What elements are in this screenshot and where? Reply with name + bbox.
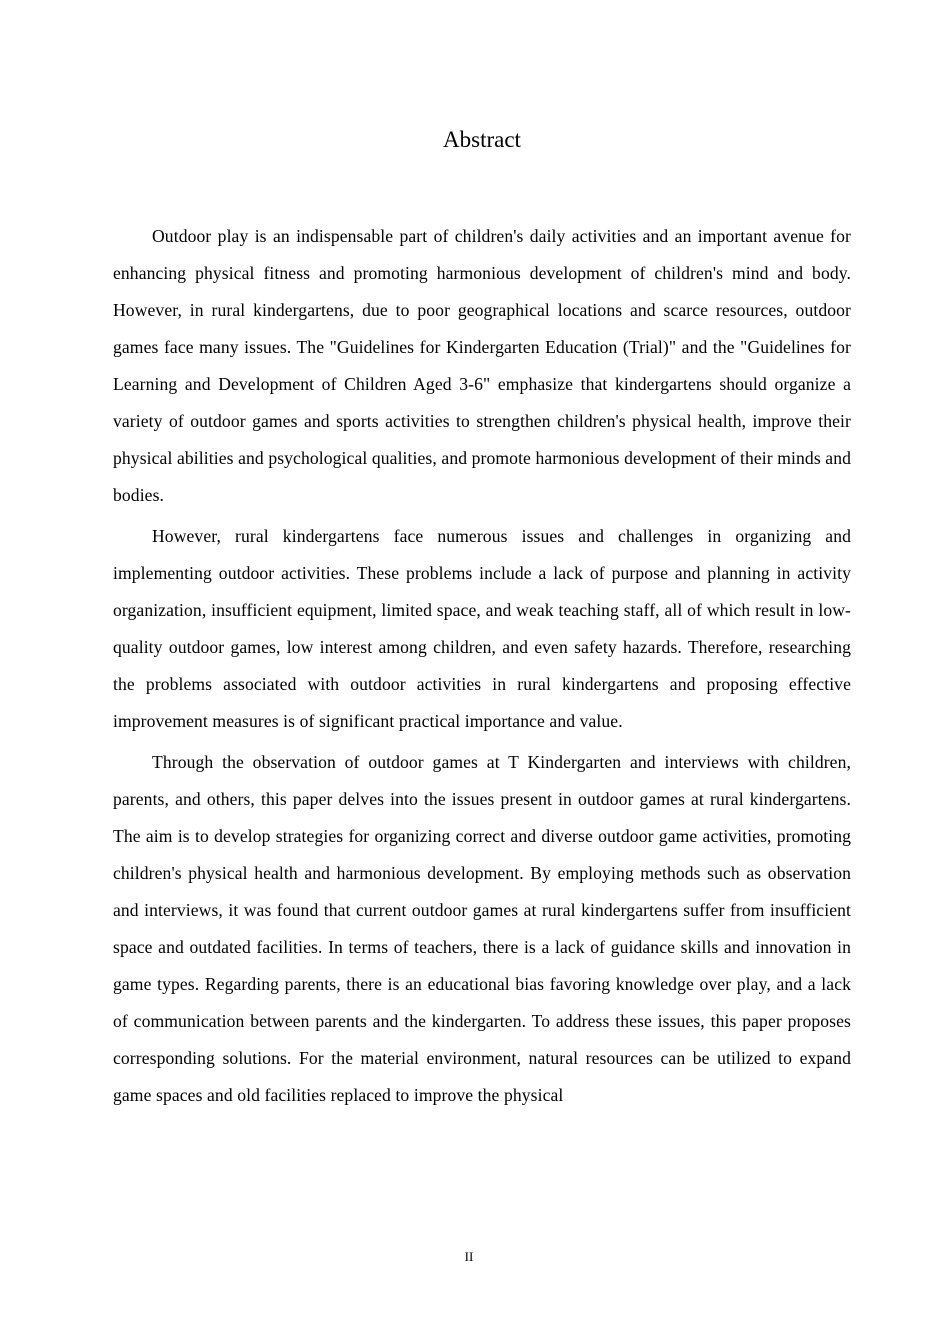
abstract-body — [113, 218, 851, 1118]
page-title: Abstract — [443, 127, 521, 152]
abstract-paragraph-2: However, rural kindergartens face numerous issues and challenges in organizing and implementing outdoor activities. These problems include a lack of purpose and planning in activity organization, insufficient equipment, limited space, and weak teaching staff, all of which result in low-quality outdoor games, low interest among children, and even safety hazards. Therefore, researching the problems associated with outdoor activities in rural kindergartens and proposing effective improvement measures is of significant practical importance and value. — [113, 526, 851, 731]
abstract-paragraph-3: Through the observation of outdoor games at T Kindergarten and interviews with children, parents, and others, this paper delves into the issues present in outdoor games at rural kindergartens. The aim is to develop strategies for organizing correct and diverse outdoor game activities, promoting children's physical health and harmonious development. By employing methods such as observation and interviews, it was found that current outdoor games at rural kindergartens suffer from insufficient space and outdated facilities. In terms of teachers, there is a lack of guidance skills and innovation in game types. Regarding parents, there is an educational bias favoring knowledge over play, and a lack of communication between parents and the kindergarten. To address these issues, this paper proposes corresponding solutions. For the material environment, natural resources can be utilized to expand game spaces and old facilities replaced to improve the physical — [113, 752, 851, 1105]
page-number: II — [464, 1249, 474, 1264]
abstract-paragraph-1: Outdoor play is an indispensable part of children's daily activities and an important avenue for enhancing physical fitness and promoting harmonious development of children's mind and body. However, in rural kindergartens, due to poor geographical locations and scarce resources, outdoor games face many issues. The "Guidelines for Kindergarten Education (Trial)" and the "Guidelines for Learning and Development of Children Aged 3-6" emphasize that kindergartens should organize a variety of outdoor games and sports activities to strengthen children's physical health, improve their physical abilities and psychological qualities, and promote harmonious development of their minds and bodies. — [113, 226, 851, 505]
